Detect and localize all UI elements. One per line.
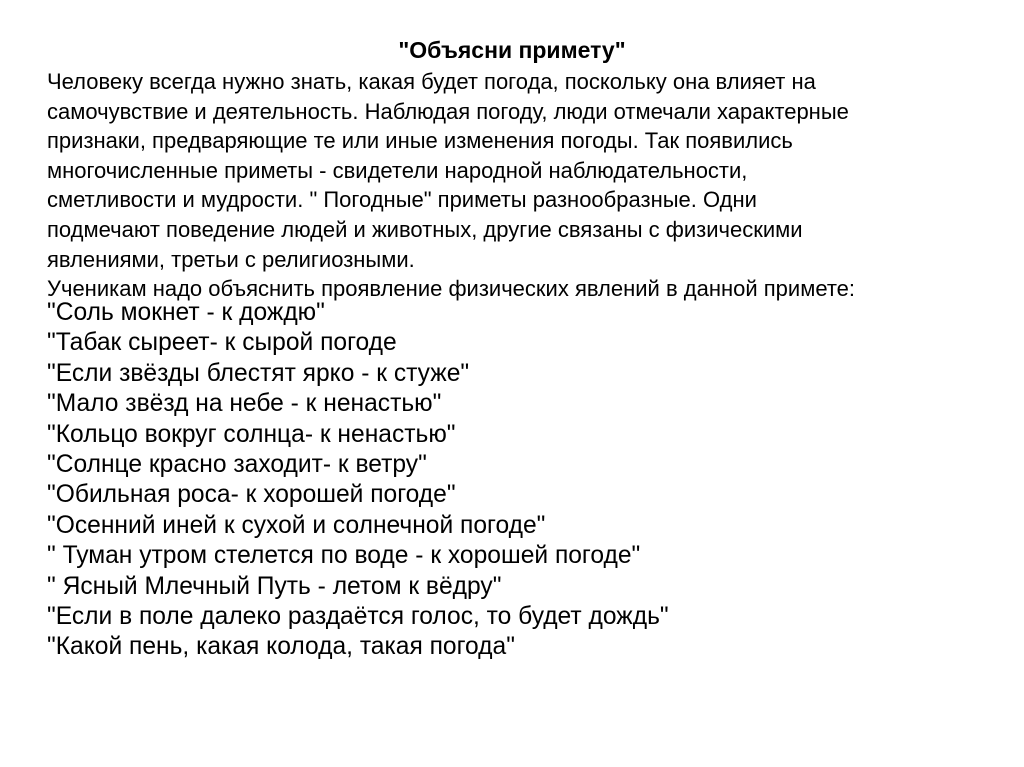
omen-item: "Мало звёзд на небе - к ненастью" <box>47 390 442 418</box>
omen-item: "Табак сыреет- к сырой погоде <box>47 329 397 357</box>
omen-item: "Если в поле далеко раздаётся голос, то будет дождь" <box>47 603 669 631</box>
intro-line: многочисленные приметы - свидетели народной наблюдательности, <box>47 157 748 183</box>
task-instruction: Ученикам надо объяснить проявление физических явлений в данной примете: <box>47 276 856 302</box>
omen-item: "Если звёзды блестят ярко - к стуже" <box>47 359 470 387</box>
omen-item: "Осенний иней к сухой и солнечной погоде" <box>47 511 546 539</box>
intro-line: признаки, предваряющие те или иные изменения погоды. Так появились <box>47 128 793 154</box>
omen-item: "Солнце красно заходит- к ветру" <box>47 451 427 479</box>
intro-line: самочувствие и деятельность. Наблюдая погоду, люди отмечали характерные <box>47 98 849 124</box>
omen-item: "Обильная роса- к хорошей погоде" <box>47 481 456 509</box>
intro-paragraph <box>47 67 1007 304</box>
omens-list <box>47 298 1007 663</box>
intro-line: явлениями, третьи с религиозными. <box>47 246 415 272</box>
omen-item: " Ясный Млечный Путь - летом к вёдру" <box>47 572 502 600</box>
intro-line: Человеку всегда нужно знать, какая будет погода, поскольку она влияет на <box>47 69 816 94</box>
omen-item: " Туман утром стелется по воде - к хорошей погоде" <box>47 542 641 570</box>
omen-item: "Соль мокнет - к дождю" <box>47 299 325 326</box>
omen-item: "Какой пень, какая колода, такая погода" <box>47 633 515 661</box>
intro-line: подмечают поведение людей и животных, другие связаны с физическими <box>47 216 803 242</box>
intro-line: сметливости и мудрости. " Погодные" приметы разнообразные. Одни <box>47 187 757 213</box>
slide-title: "Объясни примету" <box>398 37 626 63</box>
omen-item: "Кольцо вокруг солнца- к ненастью" <box>47 420 456 448</box>
